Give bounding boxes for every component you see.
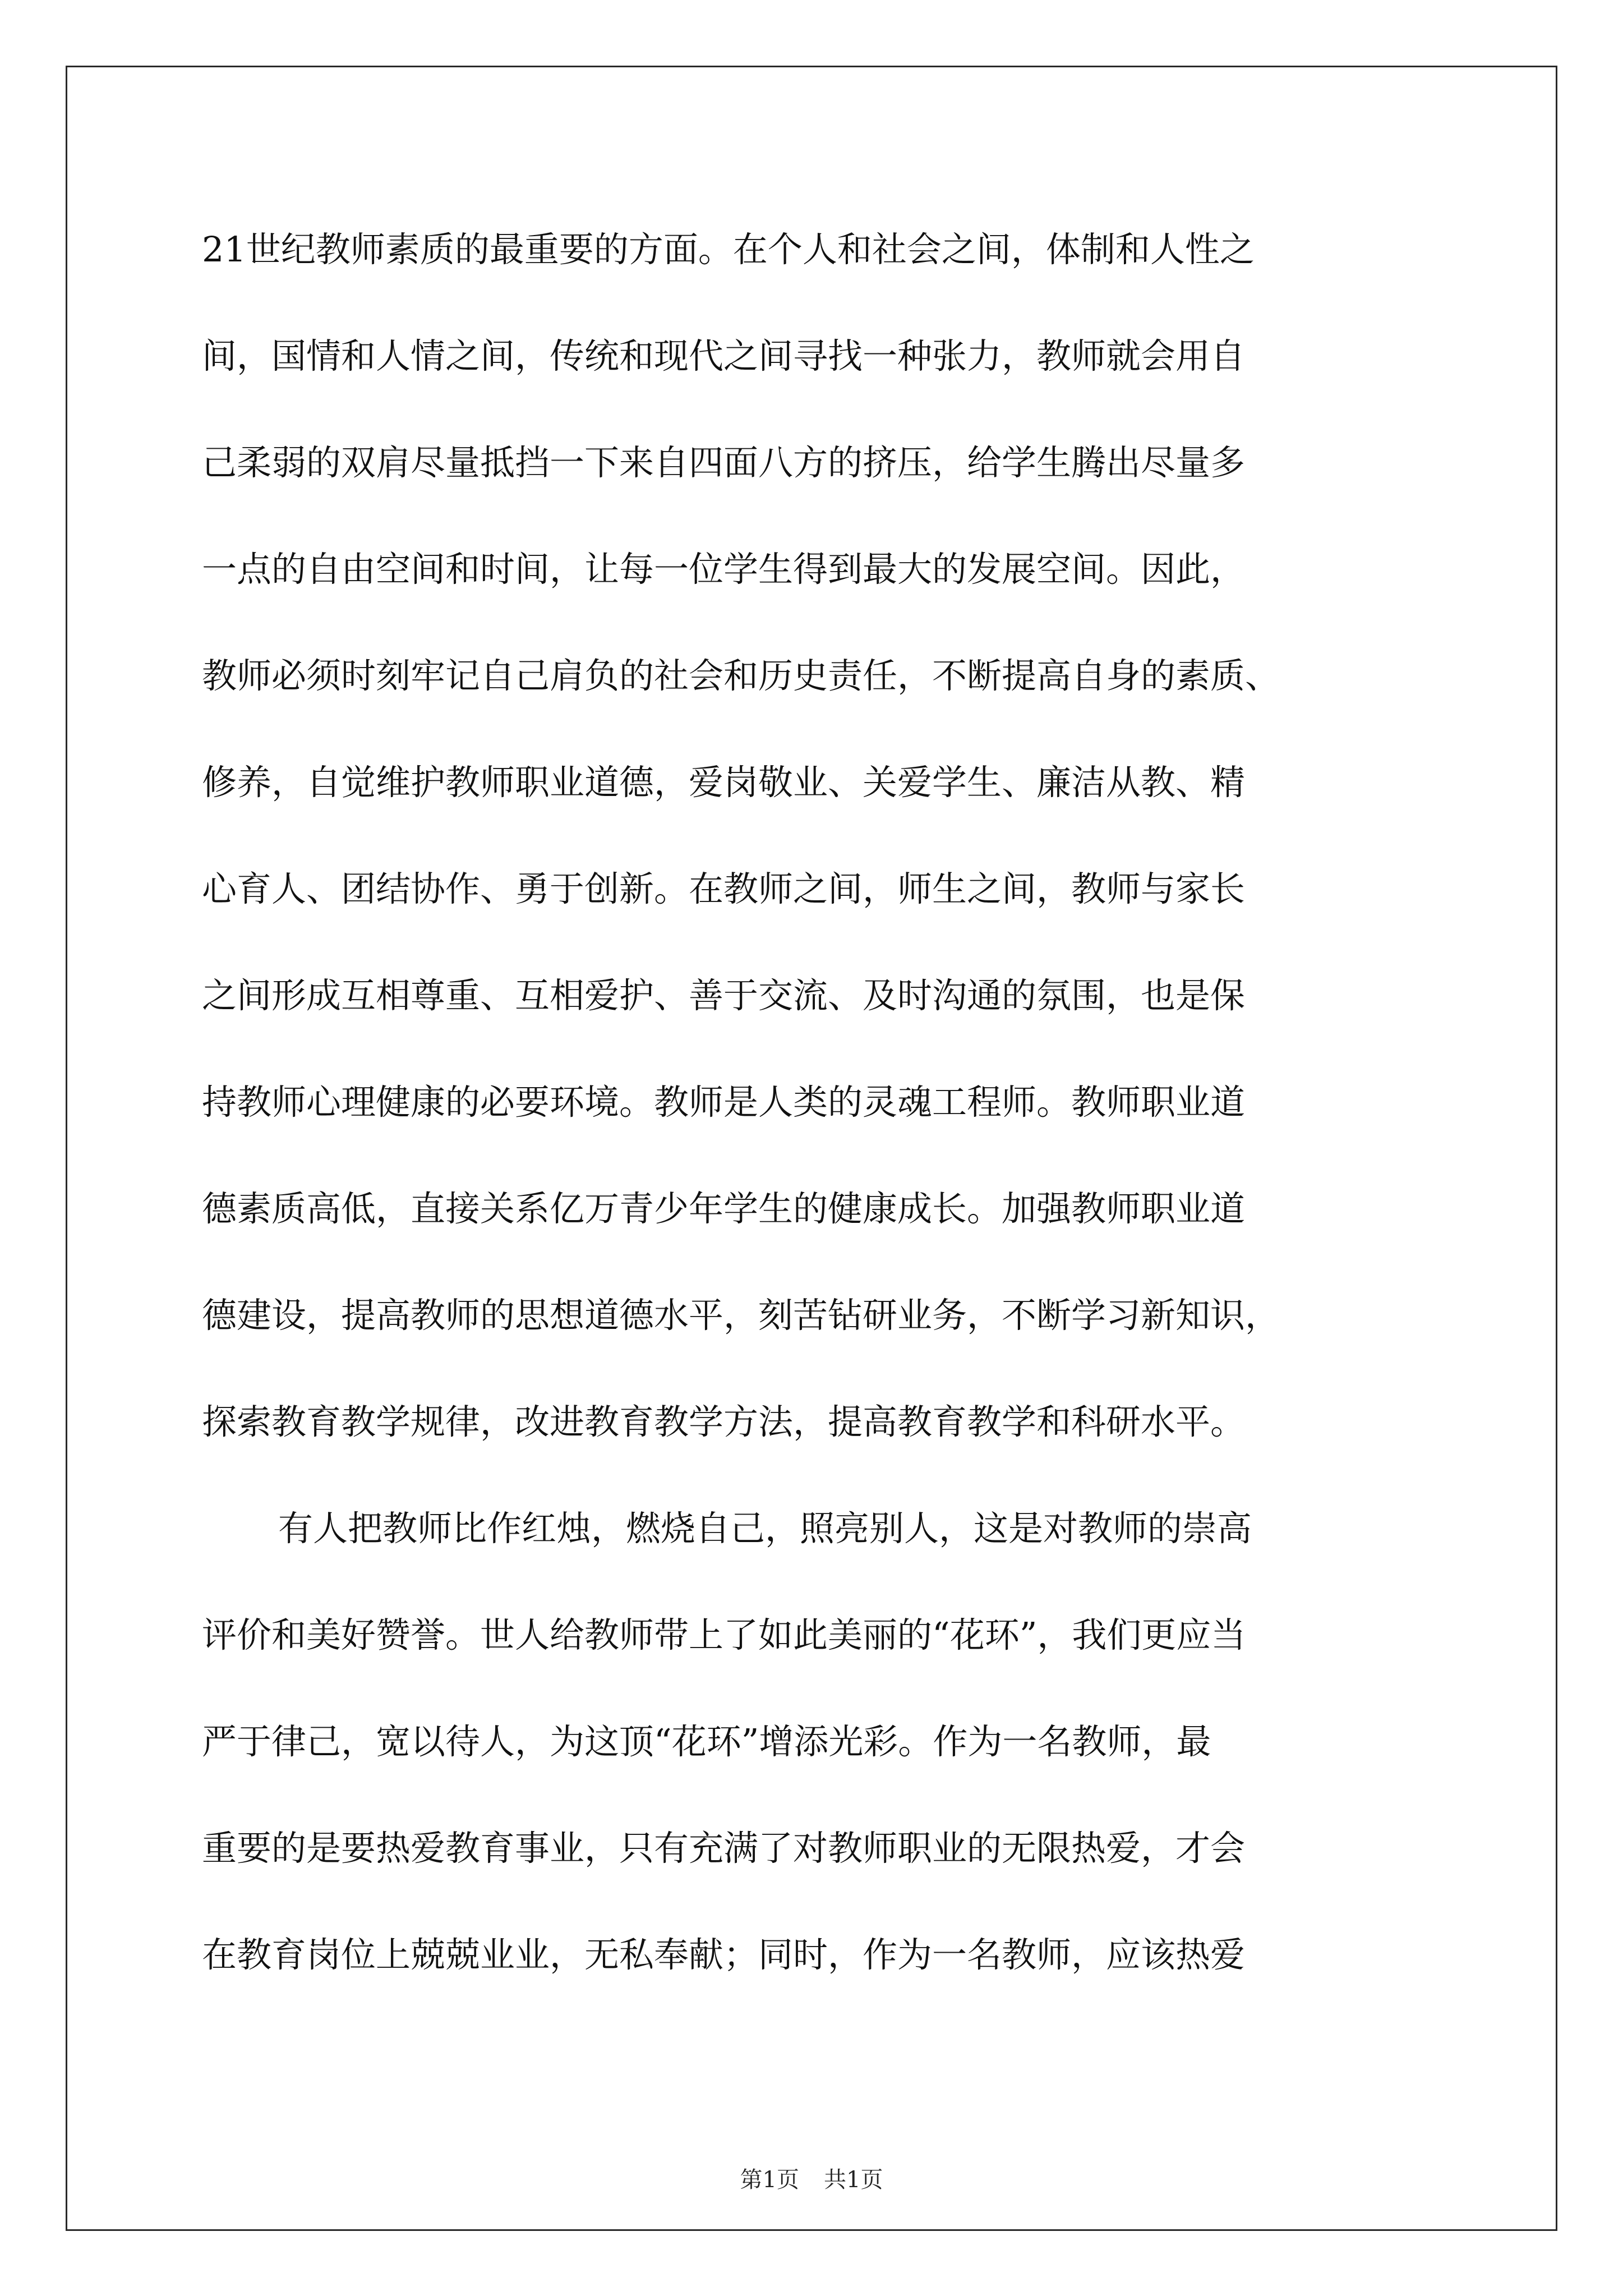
page-footer [0, 2164, 1623, 2196]
text-line: 心育人、团结协作、勇于创新。在教师之间，师生之间，教师与家长 [202, 868, 1246, 909]
page-border [66, 66, 1557, 2231]
text-line: 在教育岗位上兢兢业业，无私奉献；同时，作为一名教师，应该热爱 [202, 1934, 1246, 1975]
text-line: 己柔弱的双肩尽量抵挡一下来自四面八方的挤压，给学生腾出尽量多 [202, 442, 1246, 483]
text-line: 重要的是要热爱教育事业，只有充满了对教师职业的无限热爱，才会 [202, 1828, 1246, 1869]
page-number: 第1页 [740, 2167, 799, 2193]
text-line: 修养，自觉维护教师职业道德，爱岗敬业、关爱学生、廉洁从教、精 [202, 762, 1246, 803]
page-total: 共1页 [824, 2167, 883, 2193]
text-line: 教师必须时刻牢记自己肩负的社会和历史责任，不断提高自身的素质、 [202, 655, 1280, 696]
text-line: 一点的自由空间和时间，让每一位学生得到最大的发展空间。因此， [202, 549, 1246, 590]
text-line: 之间形成互相尊重、互相爱护、善于交流、及时沟通的氛围，也是保 [202, 975, 1246, 1016]
text-line: 严于律己，宽以待人，为这顶“花环”增添光彩。作为一名教师，最 [202, 1721, 1211, 1762]
text-line: 德建设，提高教师的思想道德水平，刻苦钻研业务，不断学习新知识， [202, 1295, 1280, 1336]
text-line: 间，国情和人情之间，传统和现代之间寻找一种张力，教师就会用自 [202, 335, 1246, 376]
text-line: 评价和美好赞誉。世人给教师带上了如此美丽的“花环”，我们更应当 [202, 1614, 1246, 1655]
text-line: 持教师心理健康的必要环境。教师是人类的灵魂工程师。教师职业道 [202, 1082, 1246, 1122]
paragraph-first-line: 有人把教师比作红烛，燃烧自己，照亮别人，这是对教师的崇高 [278, 1508, 1252, 1549]
text-line: 探索教育教学规律，改进教育教学方法，提高教育教学和科研水平。 [202, 1401, 1246, 1442]
text-line: 德素质高低，直接关系亿万青少年学生的健康成长。加强教师职业道 [202, 1188, 1246, 1229]
text-line: 21世纪教师素质的最重要的方面。在个人和社会之间，体制和人性之 [202, 229, 1255, 270]
